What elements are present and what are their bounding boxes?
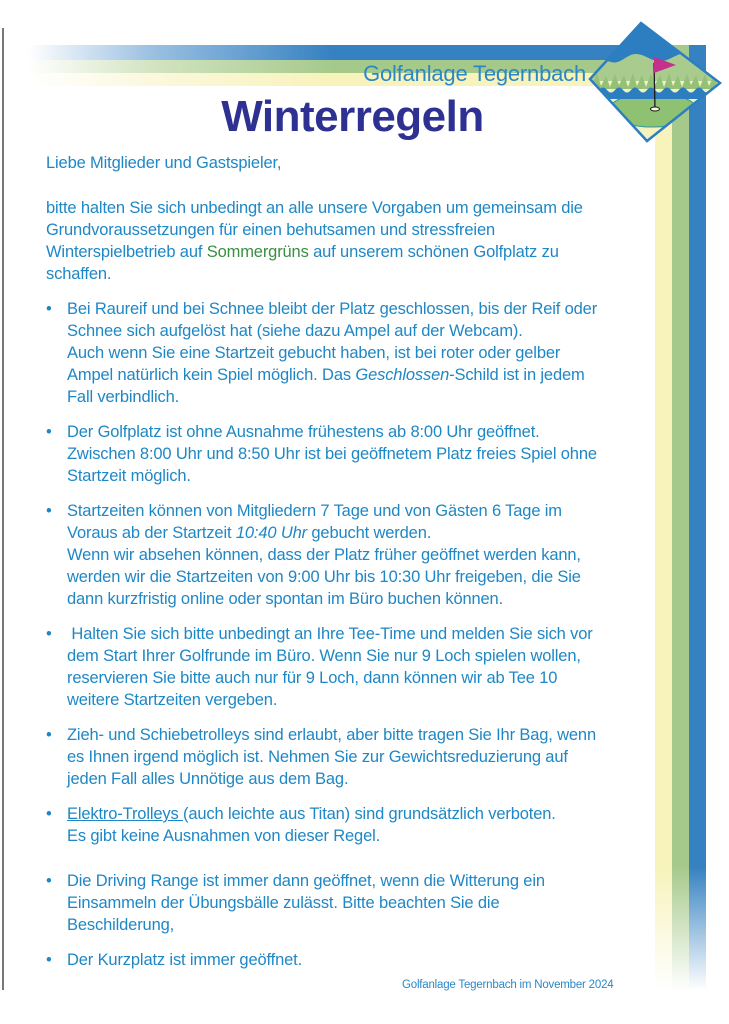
bullet-text [67, 803, 646, 847]
bullet-text [67, 421, 646, 487]
text-segment: Zieh- und Schiebetrolleys sind erlaubt, aber bitte tragen Sie Ihr Bag, wenn [67, 726, 596, 744]
text-segment: Einsammeln der Übungsbälle zulässt. Bitte beachten Sie die [67, 894, 500, 912]
text-segment: es Ihnen irgend möglich ist. Nehmen Sie zur Gewichtsreduzierung auf [67, 748, 568, 766]
bullet-marker: • [46, 872, 52, 890]
text-line [46, 241, 646, 263]
right-border-band [655, 45, 706, 1000]
bullet-text [67, 500, 646, 610]
bullet-item [46, 298, 646, 408]
text-segment: Startzeit möglich. [67, 467, 191, 485]
text-line [67, 949, 646, 971]
text-segment: weitere Startzeiten vergeben. [67, 691, 278, 709]
text-segment: Halten Sie sich bitte unbedingt an Ihre Tee-Time und melden Sie sich vor [67, 625, 593, 643]
text-line [67, 443, 646, 465]
text-segment: Bei Raureif und bei Schnee bleibt der Platz geschlossen, bis der Reif oder [67, 300, 598, 318]
bullet-marker: • [46, 625, 52, 643]
bullet-marker: • [46, 423, 52, 441]
text-line [67, 298, 646, 320]
text-line [67, 500, 646, 522]
text-segment: Fall verbindlich. [67, 388, 180, 406]
text-segment: Ampel natürlich kein Spiel möglich. Das [67, 366, 356, 384]
text-line [67, 768, 646, 790]
text-line [67, 364, 646, 386]
text-line [67, 689, 646, 711]
text-segment: (auch leichte aus Titan) sind grundsätzlich verboten. [183, 805, 556, 823]
page-title: Winterregeln [221, 92, 484, 141]
bullet-marker: • [46, 805, 52, 823]
text-segment: Der Golfplatz ist ohne Ausnahme frühestens ab 8:00 Uhr geöffnet. [67, 423, 540, 441]
text-line [67, 645, 646, 667]
text-segment: auf unserem schönen Golfplatz zu [308, 243, 559, 261]
scan-edge-line [2, 28, 4, 990]
bullet-item [46, 949, 646, 971]
bullet-item [46, 870, 646, 936]
text-line [67, 342, 646, 364]
text-line [67, 566, 646, 588]
text-line [67, 746, 646, 768]
bullet-item [46, 724, 646, 790]
text-line [67, 892, 646, 914]
bullet-marker: • [46, 300, 52, 318]
text-segment: Der Kurzplatz ist immer geöffnet. [67, 951, 303, 969]
footer-signature: Golfanlage Tegernbach im November 2024 [402, 979, 614, 991]
text-segment: dann kurzfristig online oder spontan im Büro buchen können. [67, 590, 504, 608]
bullet-text [67, 724, 646, 790]
bullet-item [46, 803, 646, 847]
text-segment: Sommergrüns [206, 243, 309, 261]
text-segment: reservieren Sie bitte auch nur für 9 Loch, dann können wir ab Tee 10 [67, 669, 558, 687]
text-segment: gebucht werden. [306, 524, 432, 542]
text-segment: Grundvoraussetzungen für einen behutsamen und stressfreien [46, 221, 495, 239]
bullet-text [67, 623, 646, 711]
bullet-item [46, 421, 646, 487]
text-segment: Geschlossen [355, 366, 450, 384]
text-line [67, 522, 646, 544]
bullet-item [46, 623, 646, 711]
text-segment: werden wir die Startzeiten von 9:00 Uhr bis 10:30 Uhr freigeben, die Sie [67, 568, 581, 586]
text-line [67, 667, 646, 689]
text-segment: 10:40 Uhr [235, 524, 307, 542]
text-line [67, 623, 646, 645]
text-line [46, 219, 646, 241]
text-line [67, 825, 646, 847]
document-body [46, 152, 646, 971]
text-segment: Auch wenn Sie eine Startzeit gebucht haben, ist bei roter oder gelber [67, 344, 561, 362]
text-line [46, 263, 646, 285]
text-line [67, 870, 646, 892]
bullet-text [67, 949, 646, 971]
text-line [67, 386, 646, 408]
text-line [67, 320, 646, 342]
bullet-marker: • [46, 726, 52, 744]
text-line [67, 724, 646, 746]
text-segment: Die Driving Range ist immer dann geöffnet, wenn die Witterung ein [67, 872, 545, 890]
bullet-marker: • [46, 951, 52, 969]
text-line [67, 544, 646, 566]
text-segment: schaffen. [46, 265, 112, 283]
right-band-blue-stripe [689, 45, 706, 1000]
right-band-green-stripe [672, 45, 689, 1000]
text-line [67, 421, 646, 443]
text-segment: Voraus ab der Startzeit [67, 524, 236, 542]
text-line [67, 914, 646, 936]
text-segment: Elektro-Trolleys [67, 805, 184, 823]
bullet-item [46, 500, 646, 610]
text-segment: Winterspielbetrieb auf [46, 243, 207, 261]
bullet-text [67, 298, 646, 408]
text-line [67, 803, 646, 825]
greeting-line: Liebe Mitglieder und Gastspieler, [46, 154, 282, 172]
club-name-text: Golfanlage Tegernbach [363, 61, 586, 86]
text-line [67, 465, 646, 487]
text-segment: bitte halten Sie sich unbedingt an alle unsere Vorgaben um gemeinsam die [46, 199, 583, 217]
text-segment: -Schild ist in jedem [449, 366, 585, 384]
text-segment: Zwischen 8:00 Uhr und 8:50 Uhr ist bei geöffnetem Platz freies Spiel ohne [67, 445, 597, 463]
text-segment: Schnee sich aufgelöst hat (siehe dazu Ampel auf der Webcam). [67, 322, 523, 340]
text-segment: dem Start Ihrer Golfrunde im Büro. Wenn Sie nur 9 Loch spielen wollen, [67, 647, 581, 665]
text-segment: Startzeiten können von Mitgliedern 7 Tage und von Gästen 6 Tage im [67, 502, 562, 520]
bullet-text [67, 870, 646, 936]
right-band-yellow-stripe [655, 45, 672, 1000]
text-segment: Es gibt keine Ausnahmen von dieser Regel. [67, 827, 381, 845]
bullet-list [46, 298, 646, 971]
text-segment: Beschilderung, [67, 916, 175, 934]
text-segment: jeden Fall alles Unnötige aus dem Bag. [67, 770, 349, 788]
text-segment: Wenn wir absehen können, dass der Platz früher geöffnet werden kann, [67, 546, 581, 564]
bullet-marker: • [46, 502, 52, 520]
text-line [46, 197, 646, 219]
intro-paragraph [46, 197, 646, 285]
text-line [67, 588, 646, 610]
